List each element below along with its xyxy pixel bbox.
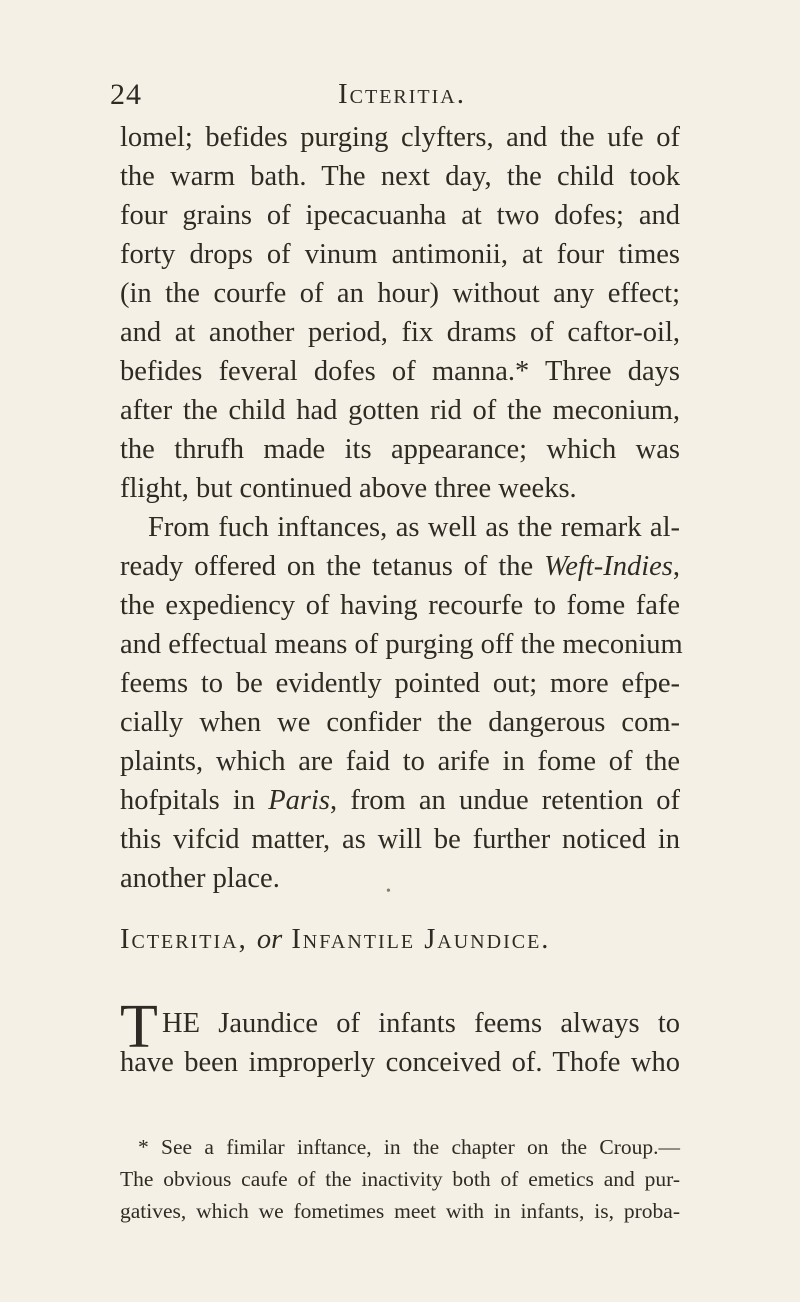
text-line: HE Jaundice of infants feems always to [162, 1008, 680, 1039]
text-line: lomel; befides purging clyfters, and the ufe of [120, 122, 680, 153]
heading-part: Infantile Jaundice. [291, 924, 551, 955]
paragraph-expediency [120, 508, 683, 898]
text-run: hofpitals in [120, 785, 269, 816]
text-run: , from an undue retention of [330, 785, 681, 816]
italic-place-name: Paris [268, 785, 331, 816]
running-head [110, 78, 690, 114]
text-run: , [672, 551, 680, 582]
text-run: ready offered on the tetanus of the [120, 551, 545, 582]
text-line: this vifcid matter, as will be further noticed in [120, 824, 680, 855]
footnote [120, 1131, 680, 1227]
body-text [120, 118, 683, 898]
page-number: 24 [110, 78, 142, 111]
text-line: forty drops of vinum antimonii, at four times [120, 239, 680, 270]
paragraph-case-continuation [120, 118, 680, 508]
running-title: Icteritia. [338, 78, 467, 110]
text-line: plaints, which are faid to arife in fome of the [120, 746, 680, 777]
text-line: the expediency of having recourfe to fome fafe [120, 590, 680, 621]
text-line: the warm bath. The next day, the child took [120, 161, 680, 192]
text-line: From fuch inftances, as well as the remark al- [148, 512, 680, 543]
text-line: (in the courfe of an hour) without any effect; [120, 278, 680, 309]
printer-mark-icon: • [386, 884, 391, 899]
text-line: after the child had gotten rid of the meconium, [120, 395, 680, 426]
text-line: four grains of ipecacuanha at two dofes; and [120, 200, 680, 231]
drop-cap: T [120, 993, 158, 1061]
heading-or: or [256, 924, 283, 955]
text-line [120, 547, 680, 586]
text-line: and effectual means of purging off the meconium [120, 629, 683, 660]
paragraph-jaundice [120, 993, 680, 1082]
text-line: cially when we confider the dangerous com- [120, 707, 680, 738]
section-heading [120, 918, 680, 962]
text-line: flight, but continued above three weeks. [120, 473, 577, 504]
heading-part: Icteritia, [120, 924, 248, 955]
text-line [120, 781, 680, 820]
footnote-line: gatives, which we fometimes meet with in infants, is, proba- [120, 1199, 680, 1223]
text-line: feems to be evidently pointed out; more efpe- [120, 668, 680, 699]
text-line: befides feveral dofes of manna.* Three days [120, 356, 680, 387]
footnote-line: * See a fimilar inftance, in the chapter on the Croup.— [138, 1135, 680, 1159]
italic-place-name: Weft-Indies [544, 551, 673, 582]
text-line: and at another period, fix drams of caftor-oil, [120, 317, 680, 348]
footnote-line: The obvious caufe of the inactivity both of emetics and pur- [120, 1167, 680, 1191]
text-line: another place. [120, 863, 280, 894]
text-line: the thrufh made its appearance; which was [120, 434, 680, 465]
text-line: have been improperly conceived of. Thofe who [120, 1047, 680, 1078]
